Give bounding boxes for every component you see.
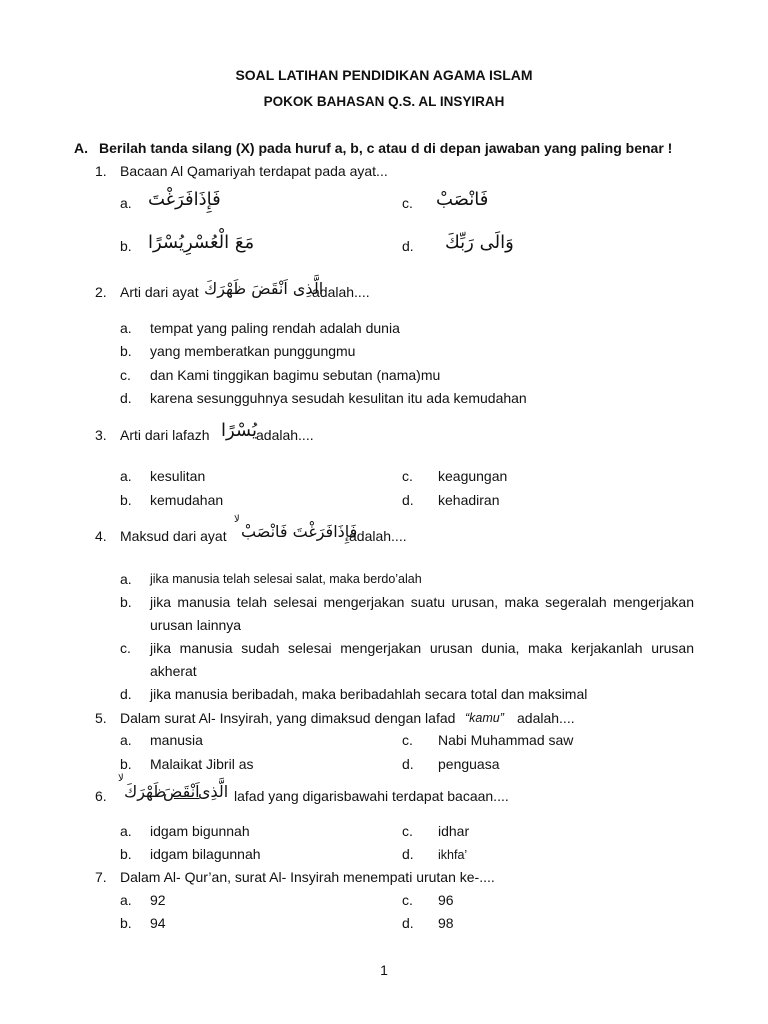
q3-number: 3. xyxy=(95,427,107,443)
q4-option-b-letter: b. xyxy=(120,594,132,610)
q1-option-d-arabic: وَالَى رَبِّكَ xyxy=(445,232,514,253)
q1-option-d-letter: d. xyxy=(402,238,414,254)
q7-option-c-letter: c. xyxy=(402,892,413,908)
q2-option-c-text: dan Kami tinggikan bagimu sebutan (nama)mu xyxy=(150,367,441,383)
q1-text: Bacaan Al Qamariyah terdapat pada ayat... xyxy=(120,163,388,179)
q3-option-b-text: kemudahan xyxy=(150,492,224,508)
q3-arabic: يُسْرًا xyxy=(221,420,257,441)
q1-option-a-letter: a. xyxy=(120,195,132,211)
q4-option-b-line1: jika manusia telah selesai mengerjakan suatu urusan, maka segeralah mengerjakan xyxy=(150,594,694,610)
q5-option-a-letter: a. xyxy=(120,732,132,748)
q3-text-before: Arti dari lafazh xyxy=(120,427,210,443)
q7-option-d-text: 98 xyxy=(438,915,454,931)
q6-option-a-text: idgam bigunnah xyxy=(150,823,250,839)
q5-option-b-letter: b. xyxy=(120,756,132,772)
q4-waqf-mark: لا xyxy=(234,514,240,525)
q4-option-d-letter: d. xyxy=(120,686,132,702)
q2-option-a-letter: a. xyxy=(120,320,132,336)
q4-option-c-line1: jika manusia sudah selesai mengerjakan urusan dunia, maka kerjakanlah urusan xyxy=(150,640,694,656)
q3-option-b-letter: b. xyxy=(120,492,132,508)
q5-option-b-text: Malaikat Jibril as xyxy=(150,756,254,772)
q6-arabic-plain: ظَهْرَكَ xyxy=(124,782,167,801)
q3-text-after: adalah.... xyxy=(256,427,314,443)
q2-option-a-text: tempat yang paling rendah adalah dunia xyxy=(150,320,400,336)
q5-number: 5. xyxy=(95,710,107,726)
q1-option-a-arabic: فَإِذَافَرَغْتَ xyxy=(148,189,221,210)
q3-option-a-text: kesulitan xyxy=(150,468,206,484)
q7-text: Dalam Al- Qur’an, surat Al- Insyirah menempati urutan ke-.... xyxy=(120,869,495,885)
q4-option-c-line2: akherat xyxy=(150,663,197,679)
q4-text-after: adalah.... xyxy=(349,528,407,544)
q7-option-a-text: 92 xyxy=(150,892,166,908)
q2-number: 2. xyxy=(95,284,107,300)
q1-option-b-letter: b. xyxy=(120,238,132,254)
q6-text-after: lafad yang digarisbawahi terdapat bacaan.... xyxy=(234,788,509,804)
q4-number: 4. xyxy=(95,528,107,544)
q6-option-b-text: idgam bilagunnah xyxy=(150,846,261,862)
q7-option-c-text: 96 xyxy=(438,892,454,908)
q5-text-after: adalah.... xyxy=(517,710,575,726)
q6-option-d-text: ikhfa’ xyxy=(438,848,468,862)
q5-option-c-text: Nabi Muhammad saw xyxy=(438,732,574,748)
page-title: SOAL LATIHAN PENDIDIKAN AGAMA ISLAM xyxy=(235,67,533,83)
q2-text-after: adalah.... xyxy=(312,284,370,300)
q3-option-c-text: keagungan xyxy=(438,468,508,484)
q2-arabic: الَّذِى اَنْقَضَ ظَهْرَكَ xyxy=(204,279,324,298)
section-label: A. xyxy=(74,140,88,156)
q7-option-a-letter: a. xyxy=(120,892,132,908)
q6-option-a-letter: a. xyxy=(120,823,132,839)
q7-option-b-text: 94 xyxy=(150,915,166,931)
q2-option-b-text: yang memberatkan punggungmu xyxy=(150,343,356,359)
q6-option-c-text: idhar xyxy=(438,823,470,839)
q6-number: 6. xyxy=(95,788,107,804)
q7-number: 7. xyxy=(95,869,107,885)
q3-option-d-text: kehadiran xyxy=(438,492,500,508)
q5-text-before: Dalam surat Al- Insyirah, yang dimaksud dengan lafad xyxy=(120,710,456,726)
page-subtitle: POKOK BAHASAN Q.S. AL INSYIRAH xyxy=(263,94,505,109)
q4-text-before: Maksud dari ayat xyxy=(120,528,227,544)
q4-option-b-line2: urusan lainnya xyxy=(150,617,242,633)
q7-option-b-letter: b. xyxy=(120,915,132,931)
q2-option-d-letter: d. xyxy=(120,390,132,406)
q6-waqf-mark: لا xyxy=(118,773,124,784)
q4-arabic: فَإِذَافَرَغْتَ فَانْصَبْ xyxy=(241,522,358,541)
q2-option-c-letter: c. xyxy=(120,367,131,383)
q4-option-a-text: jika manusia telah selesai salat, maka berdo’alah xyxy=(150,572,422,586)
page-number: 1 xyxy=(380,962,388,978)
q5-option-d-letter: d. xyxy=(402,756,414,772)
q6-arabic-underlined: اَنْقَضَ xyxy=(163,782,200,801)
q5-quoted-word: “kamu” xyxy=(465,711,504,725)
q6-arabic-tail: الَّذِى xyxy=(198,782,229,801)
q3-option-c-letter: c. xyxy=(402,468,413,484)
q5-option-a-text: manusia xyxy=(150,732,203,748)
q7-option-d-letter: d. xyxy=(402,915,414,931)
q4-option-d-text: jika manusia beribadah, maka beribadahlah secara total dan maksimal xyxy=(150,686,588,702)
q6-option-d-letter: d. xyxy=(402,846,414,862)
q6-option-c-letter: c. xyxy=(402,823,413,839)
section-instruction: Berilah tanda silang (X) pada huruf a, b, c atau d di depan jawaban yang paling benar ! xyxy=(99,140,673,156)
q4-option-a-letter: a. xyxy=(120,571,132,587)
q5-option-d-text: penguasa xyxy=(438,756,500,772)
q4-option-c-letter: c. xyxy=(120,640,131,656)
q2-option-d-text: karena sesungguhnya sesudah kesulitan itu ada kemudahan xyxy=(150,390,527,406)
q1-option-b-arabic: مَعَ الْعُسْرِيُسْرًا xyxy=(148,232,255,253)
q1-option-c-arabic: فَانْصَبْ xyxy=(436,189,489,210)
q2-text-before: Arti dari ayat xyxy=(120,284,199,300)
q2-option-b-letter: b. xyxy=(120,343,132,359)
q5-option-c-letter: c. xyxy=(402,732,413,748)
q1-option-c-letter: c. xyxy=(402,195,413,211)
q3-option-a-letter: a. xyxy=(120,468,132,484)
q3-option-d-letter: d. xyxy=(402,492,414,508)
q1-number: 1. xyxy=(95,163,107,179)
q6-option-b-letter: b. xyxy=(120,846,132,862)
